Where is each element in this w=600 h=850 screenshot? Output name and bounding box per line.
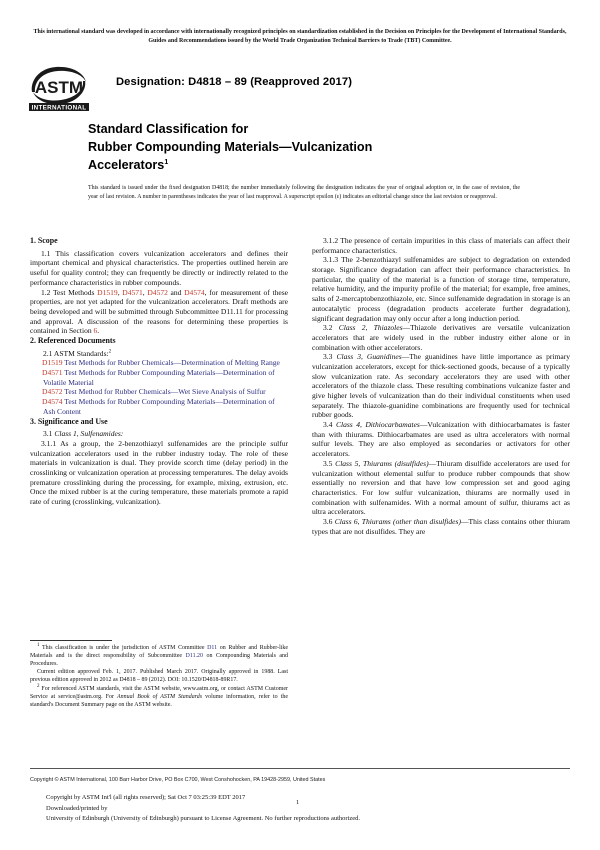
p12-mid3: and — [167, 287, 185, 297]
heading-referenced-documents: 2. Referenced Documents — [30, 335, 116, 345]
reference-title[interactable]: Test Methods for Rubber Compounding Materials—Determination of Volatile Material — [43, 368, 275, 387]
p32-body: —Thiazole derivatives are versatile vulcanization accelerators that are widely used in the rubber industry either alone or in combination with other accelerators. — [312, 323, 570, 352]
astm-standards-label: 2.1 ASTM Standards: — [43, 348, 109, 358]
p35-italic: Class 5, Thiurams (disulfides) — [335, 458, 429, 468]
astm-standards-footnote-marker: 2 — [108, 349, 112, 355]
stamp-line-2: Downloaded/printed by — [46, 804, 108, 812]
reference-designation[interactable]: D4574 — [42, 397, 63, 407]
reference-item[interactable] — [30, 397, 288, 416]
reference-designation[interactable]: D4571 — [42, 368, 63, 378]
link-committee-d11[interactable]: D11 — [207, 645, 218, 651]
link-subcommittee-d11-20[interactable]: D11.20 — [185, 652, 203, 659]
reference-item[interactable] — [30, 387, 288, 397]
p34-body: —Vulcanization with dithiocarbamates is faster than with thiurams. Dithiocarbamates are used as ultra accelerators with normal sulfur levels. They are also employed as secondaries or activators for other accelerators. — [312, 420, 570, 459]
paragraph-1-1: 1.1 This classification covers vulcanization accelerators and defines their important chemical and physical characteristics. The properties outlined herein are useful for quality control; they can frequently be directly or indirectly related to the performance characteristics in rubber compounds. — [30, 248, 288, 287]
svg-text:INTERNATIONAL: INTERNATIONAL — [31, 104, 87, 112]
paragraph-3-1-2: 3.1.2 The presence of certain impurities in this class of materials can affect their performance characteristics. — [312, 236, 570, 255]
p36-body: —This class contains other thiuram types that are not disulfides. They are — [312, 516, 570, 536]
paragraph-3-4 — [312, 420, 570, 459]
reference-designation[interactable]: D4572 — [42, 387, 63, 397]
designation-line: Designation: D4818 – 89 (Reapproved 2017) — [116, 76, 353, 88]
p12-mid1: , — [117, 287, 123, 297]
footnote-2-marker: 2 — [37, 683, 40, 689]
p32-italic: Class 2, Thiazoles — [338, 323, 403, 333]
reference-item[interactable] — [30, 358, 288, 368]
p33-body: —The guanidines have little importance as primary vulcanization accelerators, except for thick-sectioned goods, because of a typically slow vulcanization rate. As secondary accelerators they are used with other accelerators of the thiazole class. These resulting combinations vulcanize faster and give higher levels of vulcanization than do their individual constituents when used separately. The thiazole-guanidine combinations are frequently used for technical rubber goods. — [312, 352, 571, 420]
subheading-3-1 — [30, 429, 288, 439]
paragraph-3-5 — [312, 459, 570, 517]
footnote-1-mid: on Rubber and Rubber-like Materials and is the direct responsibility of Subcommittee — [30, 645, 288, 659]
p35-number: 3.5 — [323, 458, 336, 468]
title-footnote-marker: 1 — [164, 158, 169, 166]
download-stamp — [46, 793, 546, 825]
p12-pre: 1.2 Test Methods — [41, 287, 98, 297]
p34-number: 3.4 — [323, 420, 336, 430]
p36-italic: Class 6, Thiurams (other than disulfides) — [334, 516, 461, 526]
link-d1519[interactable]: D1519 — [97, 287, 118, 297]
link-d4574[interactable]: D4574 — [184, 287, 205, 297]
link-d4572[interactable]: D4572 — [147, 287, 168, 297]
masthead — [28, 62, 573, 114]
footer-divider — [30, 768, 570, 769]
reference-title[interactable]: Test Methods for Rubber Compounding Materials—Determination of Ash Content — [43, 397, 275, 416]
copyright-line: Copyright © ASTM International, 100 Barr Harbor Drive, PO Box C700, West Conshohocken, PA 19428-2959, United States — [30, 777, 326, 783]
heading-significance-and-use: 3. Significance and Use — [30, 416, 108, 426]
footnote-edition-info: Current edition approved Feb. 1, 2017. Published March 2017. Originally approved in 1988. Last previous edition approved in 2012 as D4818 – 89 (2012). DOI: 10.1520/D4818-89R17. — [30, 669, 288, 684]
footnote-2 — [30, 683, 289, 710]
p12-end: . — [97, 326, 100, 336]
footnotes — [30, 640, 288, 710]
footnote-2-part1: For referenced ASTM standards, visit the ASTM website, www.astm.org, or contact ASTM Customer Service at service@astm.org. For — [30, 685, 288, 700]
link-d4571[interactable]: D4571 — [122, 287, 143, 297]
paragraph-3-1-1: 3.1.1 As a group, the 2-benzothiazyl sulfenamides are the principle sulfur vulcanization accelerators used in the rubber industry today. The role of these materials in vulcanization is dual. They provide scorch time (delay period) in the crosslinking or vulcanization operation at processing temperatures. The delay avoids premature crosslinking during the processing, for example, mixing, extrusion, etc. Once the mixed rubber is at the curing temperature, these materials promote a rapid rate of curing (crosslinking, vulcanization). — [30, 438, 288, 507]
sub-3-1-number: 3.1 — [43, 429, 55, 439]
issuance-statement: This standard is issued under the fixed designation D4818; the number immediately following the designation indicates the year of original adoption or, in the case of revision, the year of last revision. A number in parentheses indicates the year of last reapproval. A superscript epsilon (ε) indicates an editorial change since the last revision or reapproval. — [88, 185, 520, 200]
reference-title[interactable]: Test Methods for Rubber Chemicals—Determination of Melting Range — [62, 358, 280, 368]
wto-statement: This international standard was developed in accordance with internationally recognized principles on standardization established in the Decision on Principles for the Development of International Standards, Guides and Recommendations issued by the World Trade Organization Technical Barriers to Trade (TBT) Committee. — [33, 29, 567, 44]
p12-post: , for measurement of these properties, are not yet adapted for the vulcanization accelerators. Draft methods are being developed and will be submitted through Subcommittee D11.11 for processing and approval. A discussion of the reasons for determining these properties is contained in Section — [30, 287, 288, 336]
stamp-line-3: University of Edinburgh (University of Edinburgh) pursuant to License Agreement. No further reproductions authorized. — [46, 815, 361, 823]
page-title — [88, 121, 528, 175]
title-line-2: Rubber Compounding Materials—Vulcanization — [88, 139, 373, 154]
astm-logo-icon — [28, 62, 90, 112]
paragraph-3-2 — [312, 323, 570, 352]
p34-italic: Class 4, Dithiocarbamates — [335, 420, 420, 430]
p12-mid2: , — [142, 287, 148, 297]
link-section-6[interactable]: 6 — [93, 326, 98, 336]
p33-number: 3.3 — [323, 352, 337, 362]
footnote-2-part2: volume information, refer to the standard's Document Summary page on the ASTM website. — [30, 693, 289, 708]
footnote-1-post: on Compounding Materials and Procedures. — [30, 652, 288, 667]
right-column — [312, 236, 570, 536]
paragraph-3-1-3: 3.1.3 The 2-benzothiazyl sulfenamides are subject to degradation on extended storage. Significance degradation can affect their performance characteristics. In particular, the quality of the material is a function of storage time, temperature, relative humidity, and the impurity profile of the material; for example, free amines, salts of 2-mercaptobenzothiazole, etc. Since sulfenamide degradation in storage is an autocatalytic process (degradation products accelerate further degradation), significant degradation may only occur after a long induction period. — [312, 255, 570, 323]
title-line-1: Standard Classification for — [88, 122, 249, 136]
p35-body: —Thiuram disulfide accelerators are used for vulcanization without elemental sulfur to produce rubber compounds that show essentially no reversion and that have low compression set and good aging characteristics. For low sulfur vulcanization, thiurams are normally used in combination with sulfenamides. With a normal amount of sulfur, thiurams act as ultra accelerators. — [312, 458, 570, 517]
heading-scope: 1. Scope — [30, 236, 58, 245]
paragraph-3-3 — [312, 352, 570, 420]
sub-3-1-italic: Class 1, Sulfenamides: — [54, 429, 124, 439]
reference-title[interactable]: Test Method for Rubber Chemicals—Wet Sieve Analysis of Sulfur — [62, 387, 266, 397]
paragraph-1-2 — [30, 288, 288, 336]
page-number: 1 — [296, 799, 300, 806]
p32-number: 3.2 — [323, 323, 339, 333]
footnote-1-marker: 1 — [37, 643, 40, 649]
subheading-astm-standards — [30, 349, 288, 359]
paragraph-3-6 — [312, 517, 570, 536]
p36-number: 3.6 — [323, 516, 335, 526]
footnote-divider — [30, 640, 112, 641]
reference-item[interactable] — [30, 368, 288, 387]
footnote-1-pre: This classification is under the jurisdiction of ASTM Committee — [39, 645, 208, 651]
svg-text:ASTM: ASTM — [34, 78, 84, 97]
left-column — [30, 236, 288, 507]
reference-designation[interactable]: D1519 — [42, 358, 63, 368]
footnote-2-italic: Annual Book of ASTM Standards — [117, 693, 203, 700]
footnote-1 — [30, 645, 288, 669]
p33-italic: Class 3, Guanidines — [336, 352, 402, 362]
title-line-3: Accelerators — [88, 157, 165, 172]
stamp-line-1: Copyright by ASTM Int'l (all rights reserved); Sat Oct 7 03:25:39 EDT 2017 — [46, 794, 246, 801]
